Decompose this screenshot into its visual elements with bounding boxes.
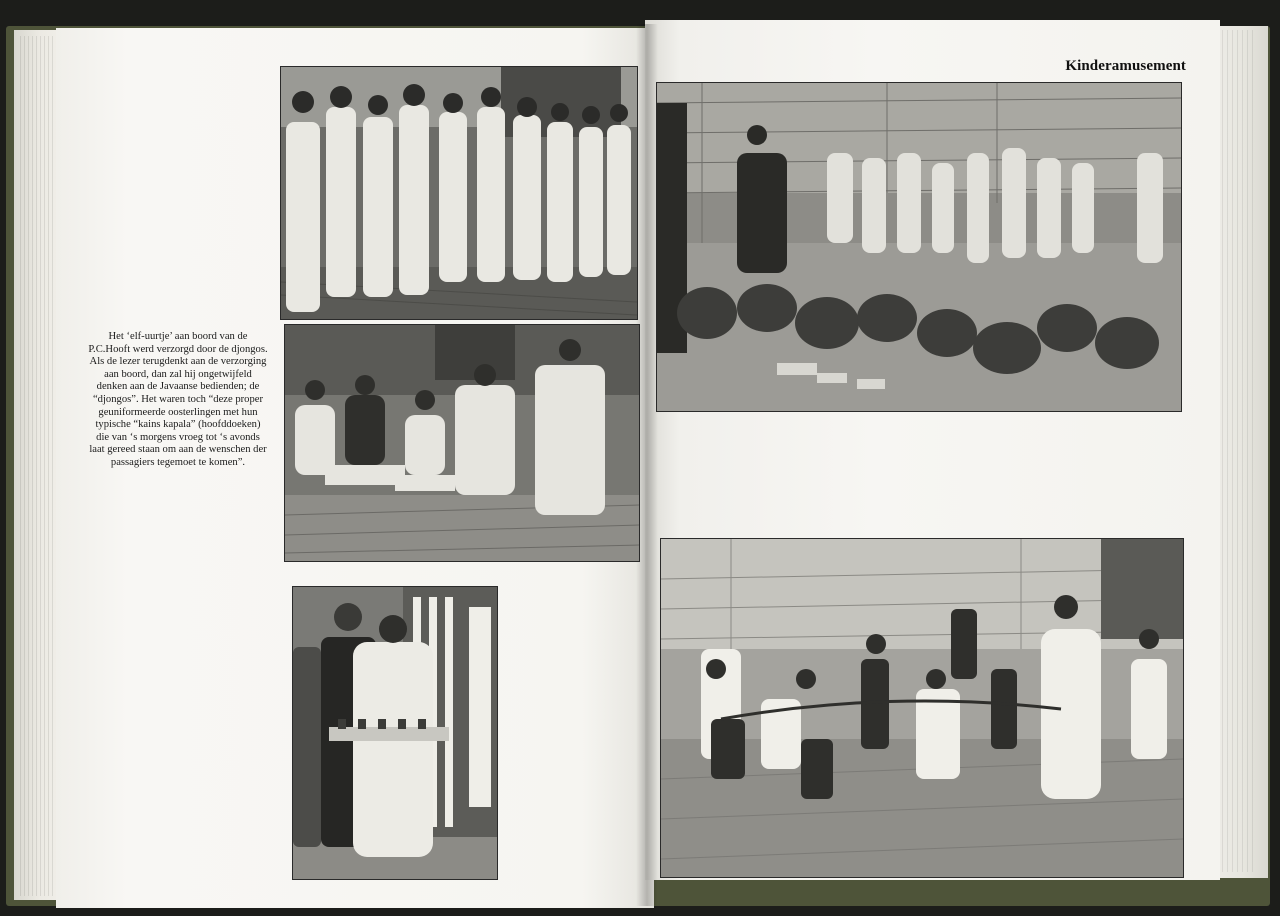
photo-children-on-deck — [656, 82, 1182, 412]
photo-caption: Het ‘elf-uurtje’ aan boord van de P.C.Hooft werd verzorgd door de djongos. Als de lezer terugdenkt aan de verzorging aan boord, dan zal hij ongetwijfeld denken aan de Javaanse bedienden; de “djongos”. Het waren toch “deze proper geuniformeerde oosterlingen met hun typische “kains kapala” (hoofddoeken) die van ‘s morgens vroeg tot ‘s avonds laat gereed staan om aan de wenschen der passagiers tegemoet te komen”. — [88, 331, 268, 468]
photo-deck-passengers — [284, 324, 640, 562]
photo-djongo-tray — [292, 586, 498, 880]
photo-stewards-queue — [280, 66, 638, 320]
page-title: Kinderamusement — [1065, 58, 1186, 74]
photo-children-circle-game — [660, 538, 1184, 878]
